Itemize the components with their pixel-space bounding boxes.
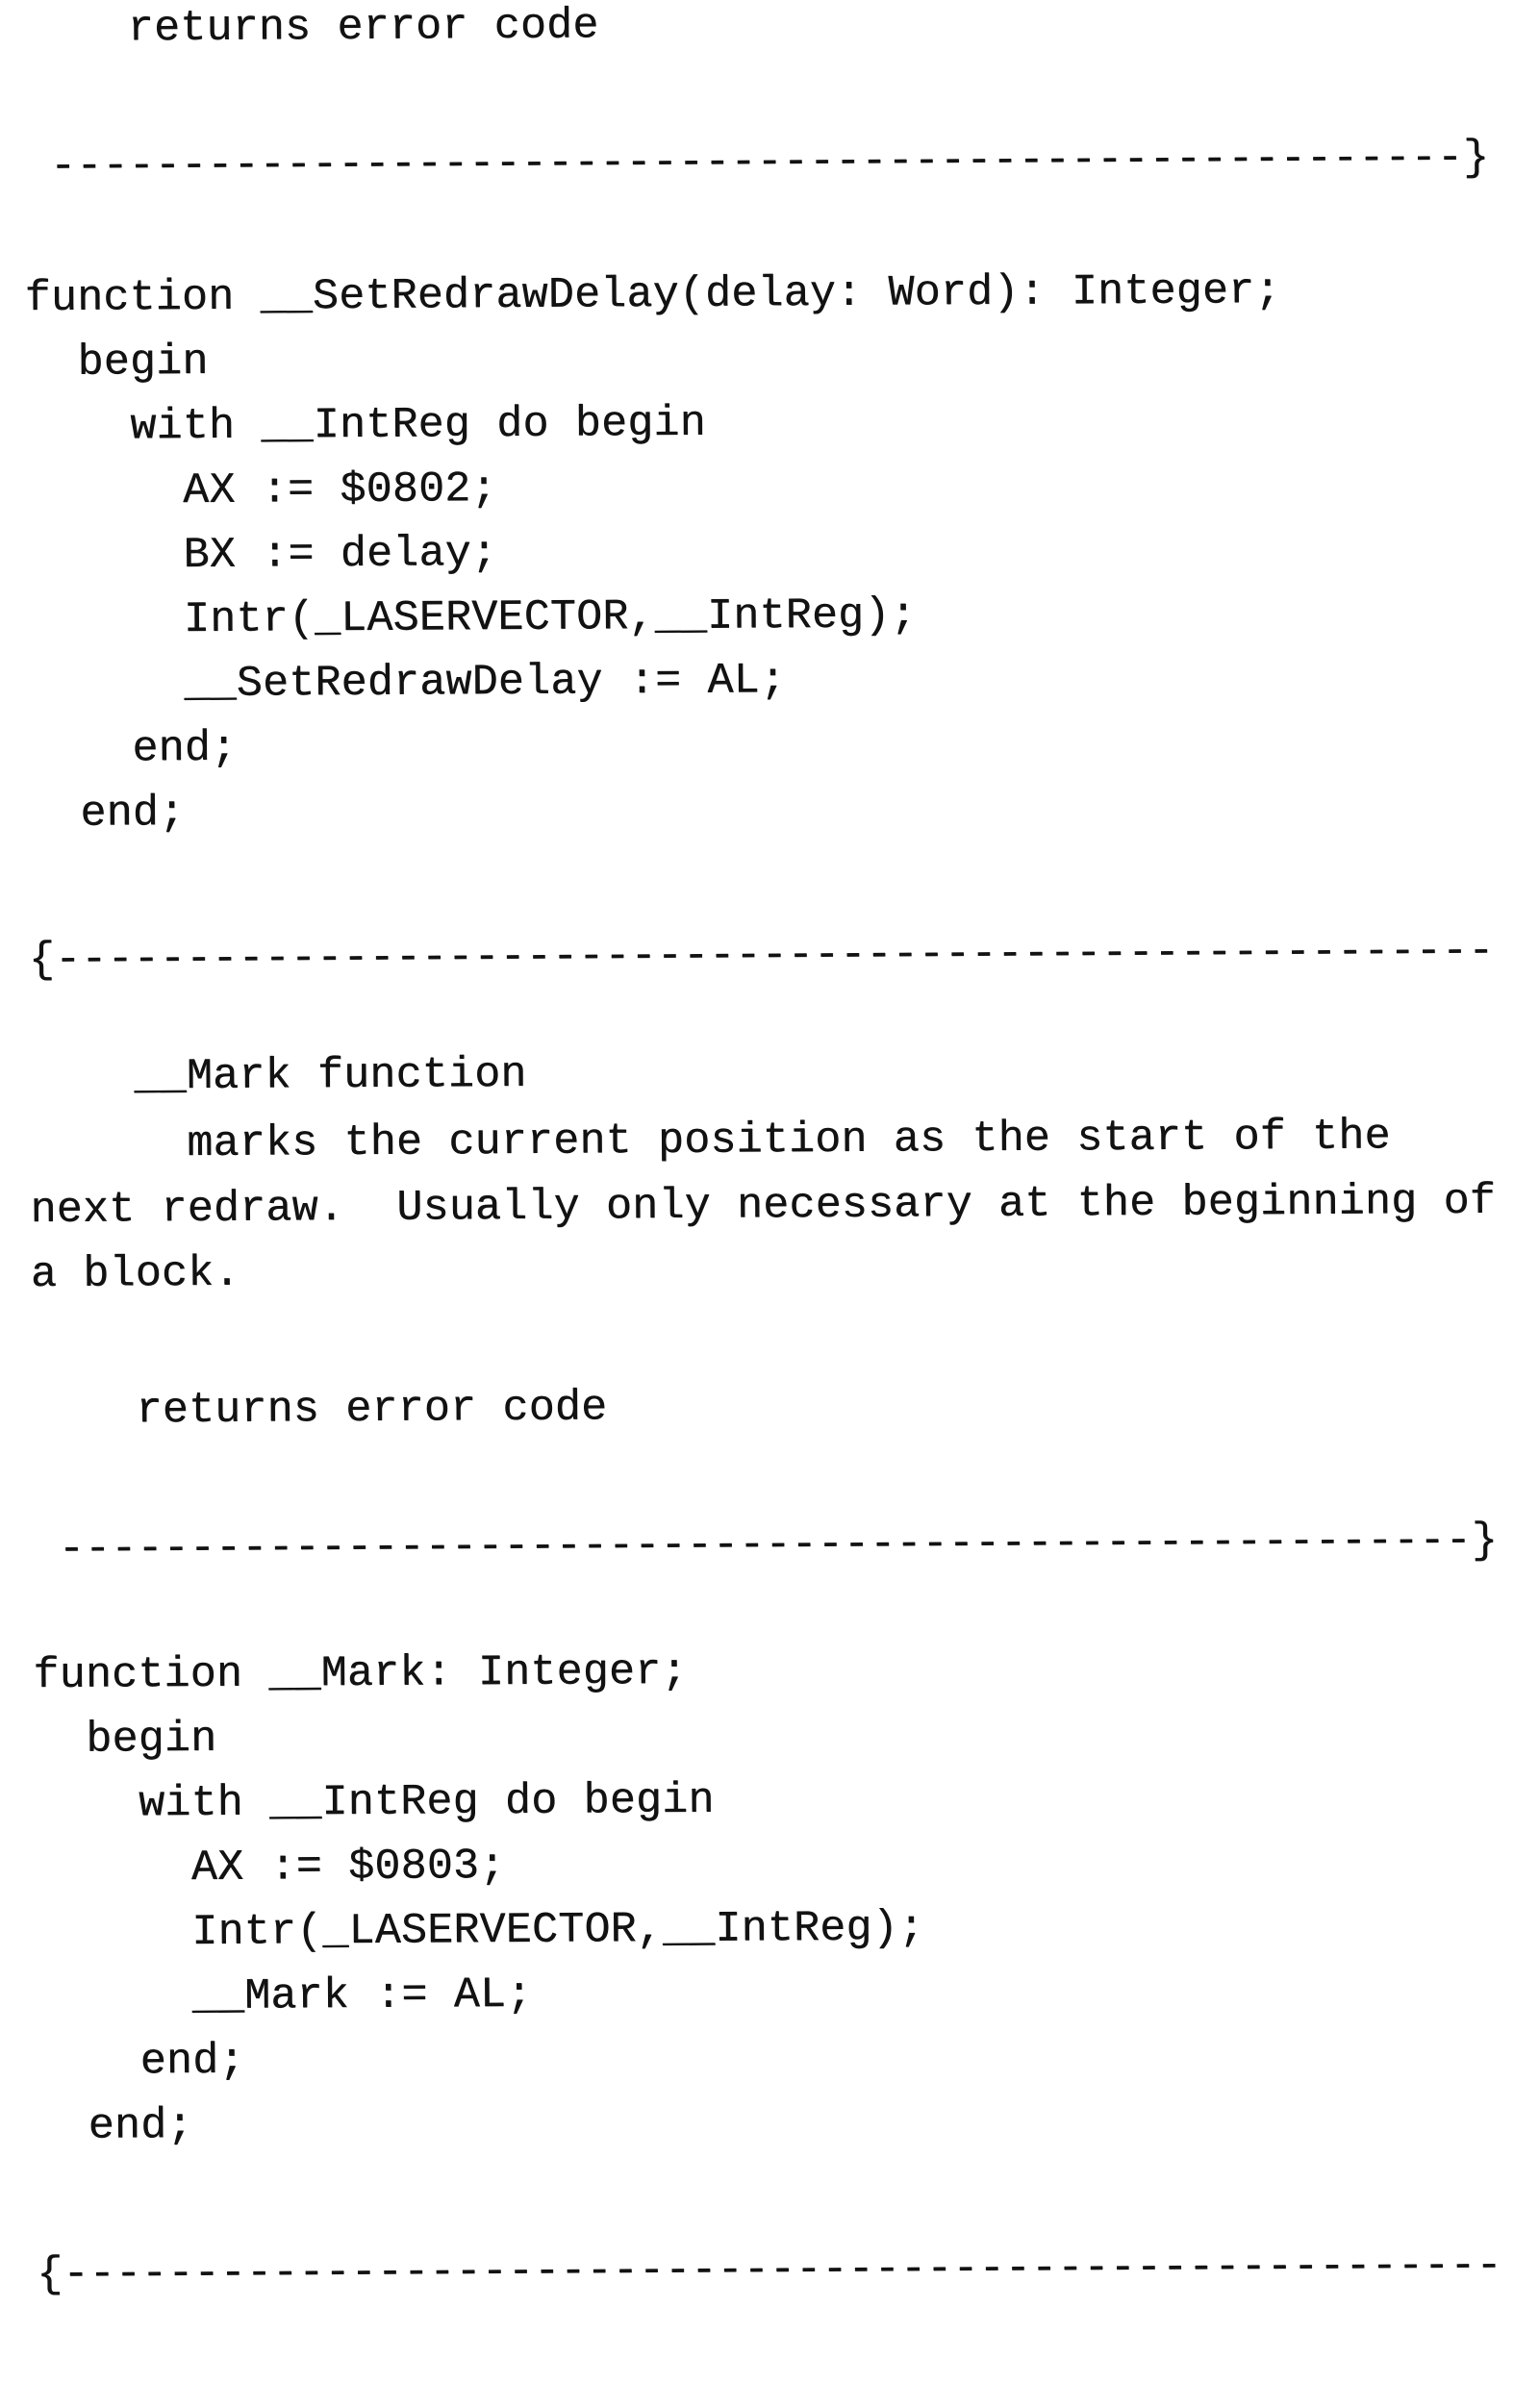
code-line: end;: [36, 2100, 193, 2151]
code-line: function __SetRedrawDelay(delay: Word): Integer;: [24, 266, 1281, 323]
code-line: {-------------------------------------------------------: [28, 926, 1495, 985]
code-line: ------------------------------------------------------}: [32, 1516, 1499, 1574]
code-line: AX := $0803;: [34, 1841, 506, 1894]
code-line: function __Mark: Integer;: [33, 1646, 688, 1700]
code-line: ------------------------------------------------------}: [23, 133, 1490, 191]
code-line: marks the current position as the start of the: [29, 1112, 1391, 1169]
code-line: next redraw. Usually only necessary at the beginning of: [30, 1176, 1497, 1235]
code-line: BX := delay;: [26, 528, 498, 581]
code-line: returns error code: [22, 1, 599, 54]
code-line: returns error code: [31, 1383, 608, 1436]
code-line: with __IntReg do begin: [34, 1775, 715, 1829]
code-line: __Mark := AL;: [35, 1969, 533, 2022]
code-line: end;: [27, 788, 186, 839]
code-line: begin: [24, 337, 209, 388]
code-line: end;: [27, 723, 238, 774]
code-line: a block.: [30, 1248, 240, 1299]
code-line: begin: [33, 1714, 217, 1765]
code-line: AX := $0802;: [25, 464, 497, 516]
code-line: Intr(_LASERVECTOR,__IntReg);: [34, 1903, 925, 1958]
code-line: with __IntReg do begin: [25, 398, 707, 452]
code-line: {-------------------------------------------------------: [37, 2241, 1502, 2299]
code-line: Intr(_LASERVECTOR,__IntReg);: [26, 590, 917, 645]
code-line: __Mark function: [29, 1049, 527, 1102]
code-line: __SetRedrawDelay := AL;: [27, 656, 787, 710]
code-line: end;: [35, 2036, 245, 2087]
